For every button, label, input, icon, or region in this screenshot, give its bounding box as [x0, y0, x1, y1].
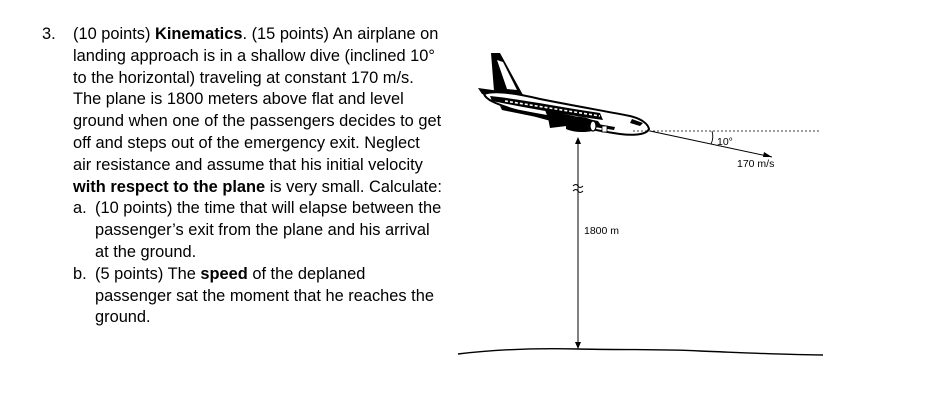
- problem-tail: is very small. Calculate:: [269, 177, 442, 196]
- emphasis-relative: with respect to the plane: [73, 177, 266, 196]
- part-b-label: b.: [73, 264, 87, 283]
- height-label: 1800 m: [584, 225, 620, 237]
- ground-line: [458, 349, 823, 355]
- part-a-text: (10 points) the time that will elapse between the passenger’s exit from the plane and his arrival at the ground.: [95, 199, 442, 261]
- part-b-text-before: (5 points) The: [95, 264, 196, 283]
- speed-label: 170 m/s: [737, 158, 775, 170]
- height-arrowhead-bottom: [575, 342, 581, 349]
- points-prefix: (10 points): [73, 25, 151, 43]
- part-b-text-after: of the deplaned passenger sat the moment that he reaches the ground.: [95, 264, 434, 327]
- airplane-icon: [478, 53, 649, 135]
- part-b-emphasis: speed: [200, 264, 248, 283]
- angle-label: 10°: [717, 136, 733, 148]
- angle-arc: [711, 131, 713, 144]
- problem-number: 3.: [42, 25, 56, 43]
- velocity-arrowhead: [763, 152, 772, 157]
- part-a-label: a.: [73, 199, 87, 218]
- topic-title: Kinematics: [155, 25, 243, 43]
- height-arrowhead-top: [575, 137, 581, 144]
- problem-description: . (15 points) An airplane on landing approach is in a shallow dive (inclined 10° to the horizontal) traveling at constant 170 m/s. The plane is 1800 meters above flat and level ground when one of the passengers decides to get off and steps out of the emergency exit. Neglect air resistance and assume that his initial velocity: [73, 25, 442, 174]
